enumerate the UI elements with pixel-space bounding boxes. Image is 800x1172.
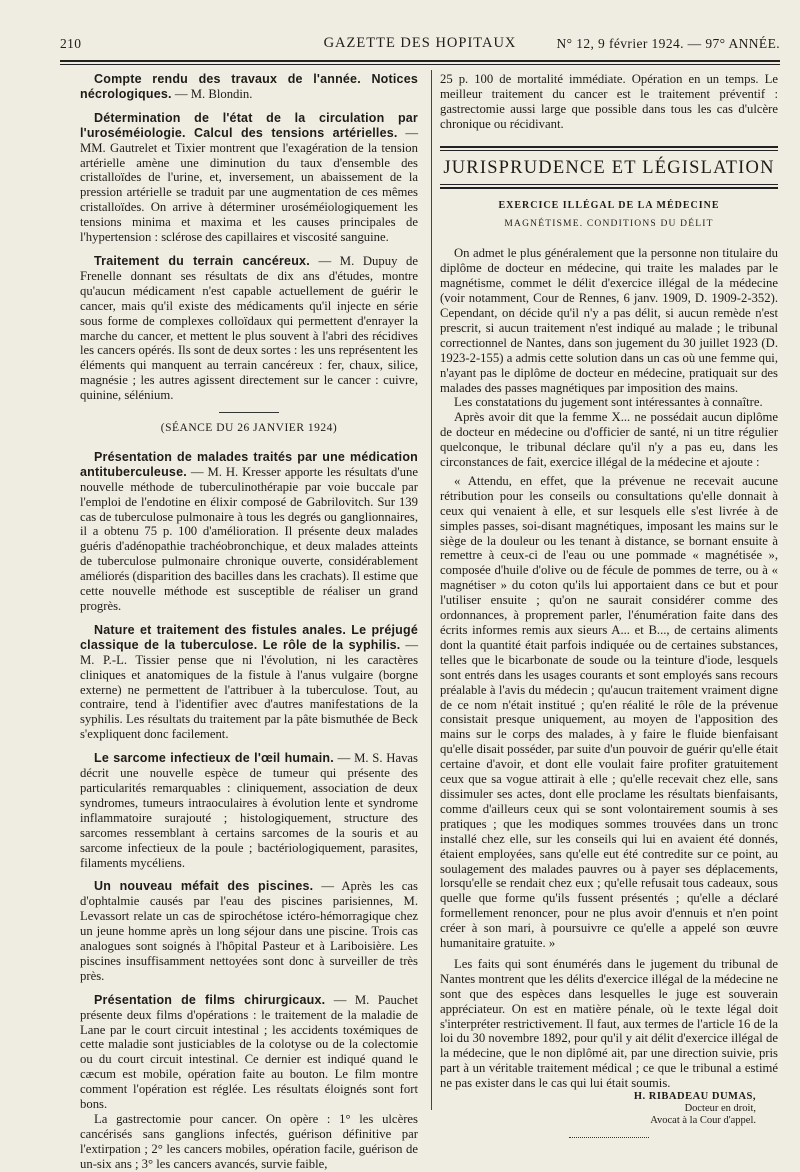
article-antituberculous: Présentation de malades traités par une médication antituberculeuse. — M. H. Kresser apporte les résultats d'une nouvelle méthode de tuberculinothérapie par voie buccale par l'emploi de l'endotine en élixir composé de Gabrilovitch. Sur 139 cas de tuberculose pulmonaire à tous les degrés ou ganglionnaires, il a obtenu 75 p. 100 d'amélioration. Il présente deux malades guéris d'adénopathie trachéobronchique, et deux malades atteints de tuberculose pulmonaire chronique ouverte, considérablement améliorés (disparition des bacilles dans les crachats). Il estime que cette nouvelle méthode est susceptible de réaliser un grand progrès.: [80, 449, 418, 613]
header-rule-thin: [60, 64, 780, 65]
paragraph-2: Les constatations du jugement sont intéressantes à connaître.: [454, 395, 763, 410]
article-gastrectomy: La gastrectomie pour cancer. On opère : 1° les ulcères cancérisés sans ganglions infectés, guérison définitive par l'extirpation ; 2° les cancers mobiles, opération facile, guérison de un-six ans ; 3° les cancers avancés, survie faible,: [80, 1112, 418, 1171]
page-number: 210: [60, 36, 82, 51]
page-header: [60, 34, 780, 56]
journal-title: GAZETTE DES HOPITAUX: [323, 35, 517, 51]
article-cancer-terrain: Traitement du terrain cancéreux. — M. Dupuy de Frenelle donnant ses résultats de dix ans d'études, montre qu'aucun médicament n'est capable actuellement de guérir le cancer, mais qu'il existe des médicaments qu'il injecte en série sous forme de complexes colloïdaux qui permettent d'enrayer la marche du cancer, et mettent le plus souvent à l'abri des récidives les cancers opérés. Ils sont de deux sortes : les uns représentent les éléments qui manquent au terrain cancéreux : fer, chaux, silice, magnésie ; les autres agissent directement sur le cancer : cuivre, quinine, sélénium.: [80, 253, 419, 403]
paragraph-5: Les faits qui sont énumérés dans le jugement du tribunal de Nantes montrent que les délits d'exercice illégal de la médecine ne sont que des espèces dans lesquelles le juge est souverain appréciateur. On est en matière pénale, où le texte légal doit s'interpréter restrictivement. Il faut, aux termes de l'article 16 de la loi du 30 novembre 1892, pour qu'il y ait délit d'exercice illégal de la médecine, que le non diplômé ait, par une direction suivie, pris part à un véritable traitement médical ; ce que le tribunal a estimé ne pas exister dans le cas qui lui était soumis.: [440, 956, 778, 1091]
judgment-quote: « Attendu, en effet, que la prévenue ne recevait aucune rétribution pour les conseils ou consultations qu'elle donnait à ceux qui venaient à elle, et sur lesquels elle s'est livrée à de simples passes, soi-disant magnétiques, imposant les mains sur le siège de la douleur ou les tenant à distance, se bornant ensuite à remettre à ceux-ci de l'eau ou une pommade « magnétisée », composée d'huile d'olive ou de fécule de pommes de terre, ou à « magnétiser » du coton qu'ils lui apportaient dans ce but et pour l'utiliser ensuite ; qu'on ne saurait considérer comme des ordonnances, à proprement parler, l'énumération faite dans des écrits informes remis aux sieurs A... et B..., de certains aliments dont la quantité était parfois indiquée ou de certaines substances, telles que le bicarbonate de soude ou la teinture d'iode, lesquels sont entrés dans les usages courants et sont employés sans recours préalable à l'avis du médecin ; qu'aucun traitement vraiment digne de ce nom n'était institué ; qu'en réalité le rôle de la prévenue consistait presque uniquement, au moyen de l'apposition des mains sur le corps des malades, à y faire le fluide bienfaisant qu'elle disait posséder, par suite d'un pouvoir de guérir qu'elle était certaine d'avoir, et dont elle voulait faire profiter gratuitement ceux que sa vogue attirait à elle ; qu'elle recevait chez elle, sans dissimuler ses actes, dont elle proclame les résultats bienfaisants, comme d'ailleurs ceux qui se sont volontairement soumis à ses pratiques ; que les modiques sommes trouvées dans un tronc installé chez elle, sur les conseils qui lui en avaient été donnés, étaient employées, sans qu'elle eut été contredite sur ce point, au soulagement des malades pauvres ou à payer ses déplacements, lorsqu'elle se rendait chez eux ; qu'elle refusait tous cadeaux, sous quelle que forme qu'ils fussent présentés ; qu'elle a déclaré formellement renoncer, pour ne plus avoir d'ennuis et n'en point créer à son mari, à poursuivre ce qu'elle a appelé son œuvre humanitaire gratuite. »: [440, 473, 778, 951]
signature-title: Docteur en droit,: [684, 1103, 756, 1115]
banner-rule-bottom-thin: [440, 184, 778, 185]
article-circulation: Détermination de l'état de la circulation par l'uroséméiologie. Calcul des tensions artérielles. — MM. Gautrelet et Tixier montrent que l'exagération de la tension artérielle amène une diminution du taux d'ensemble des cristalloïdes de l'urine, et, inversement, un abaissement de la pression artérielle se traduit par une augmentation de ces mêmes cristalloïdes. On arrive à déterminer uroséméiologiquement les tensions minima et maxima et les causes principales de l'hypertension : sclérose des capillaires et viscosité sanguine.: [80, 110, 419, 245]
banner-rule-top: [440, 146, 778, 148]
subsection-title: EXERCICE ILLÉGAL DE LA MÉDECINE: [498, 199, 720, 211]
section-title: JURISPRUDENCE ET LÉGISLATION: [443, 157, 775, 178]
paragraph-3: Après avoir dit que la femme X... ne possédait aucun diplôme de docteur en médecine ou d'officier de santé, ni un titre régulier quelconque, le tribunal déclare qu'il n'y a pas eu, dans les circonstances de fait, exercice illégal de la médecine et ajoute :: [440, 410, 778, 470]
article-pools: Un nouveau méfait des piscines. — Après les cas d'ophtalmie causés par l'eau des piscines parisiennes, M. Levassort relate un cas de spirochétose ictéro-hémorragique chez un jeune homme après un long séjour dans une piscine. Trois cas analogues sont soignés à l'hôpital Pasteur et à Lariboisière. Les piscines insuffisamment nettoyées sont donc à surveiller de très près.: [80, 879, 418, 983]
column-separator: [431, 70, 432, 1110]
seance-date: (SÉANCE DU 26 JANVIER 1924): [160, 422, 338, 435]
gastrectomy-continuation: 25 p. 100 de mortalité immédiate. Opération en un temps. Le meilleur traitement du cancer est le traitement préventif : gastrectomie aussi large que possible dans tous les cas d'ulcère chronique ou récidivant.: [440, 72, 778, 131]
signature-name: H. RIBADEAU DUMAS,: [633, 1091, 756, 1103]
jurisprudence-banner: [440, 146, 778, 189]
end-ornament: [569, 1137, 649, 1138]
banner-rule-bottom: [440, 187, 778, 189]
paragraph-1: On admet le plus généralement que la personne non titulaire du diplôme de docteur en médecine, qui traite les malades par le magnétisme, commet le délit d'exercice illégal de la médecine (voir notamment, Cour de Rennes, 6 janv. 1909, D. 1909-2-352). Cependant, on décide qu'il n'y a pas délit, si aucun remède n'est prescrit, si aucun traitement n'est indiqué au malade ; le tribunal correctionnel de Nantes, dans son jugement du 30 juillet 1923 (D. 1923-2-155) a admis cette solution dans un cas où une femme qui, n'ayant pas le diplôme de docteur en médecine, pratiquait sur des malades des passes magnétiques par imposition des mains.: [440, 246, 778, 395]
signature-role: Avocat à la Cour d'appel.: [650, 1115, 756, 1127]
banner-rule-top-thin: [440, 150, 778, 151]
article-necrology: Compte rendu des travaux de l'année. Notices nécrologiques. — M. Blondin.: [80, 72, 418, 101]
issue-date: N° 12, 9 février 1924. — 97° ANNÉE.: [556, 36, 780, 51]
signature: [440, 1091, 778, 1127]
left-column: [80, 72, 418, 1172]
article-anal-fistulas: Nature et traitement des fistules anales. Le préjugé classique de la tuberculose. Le rôle de la syphilis. — M. P.-L. Tissier pense que ni l'évolution, ni les caractères cliniques et anatomiques de la fistule à l'anus vulgaire (borgne externe) ne permettent de l'attribuer à la tuberculose. Tout, au contraire, tend à l'identifier avec d'autres manifestations de la syphilis. Les résultats du traitement par la pâte bismuthée de Beck s'expliquent donc facilement.: [80, 622, 419, 742]
article-eye-sarcoma: Le sarcome infectieux de l'œil humain. — M. S. Havas décrit une nouvelle espèce de tumeur qui présente des particularités remarquables : cliniquement, association de deux syndromes, tumeurs intraoculaires à évolution lente et syndrome inflammatoire surajouté ; histologiquement, structure des sarcomes ressemblant à certains sarcomes de la souris et au sarcome infectieux de la poule ; bactériologiquement, parasites, filaments mycéliens.: [80, 751, 418, 870]
header-rule: [60, 60, 780, 62]
subsection-subtitle: MAGNÉTISME. CONDITIONS DU DÉLIT: [504, 219, 714, 230]
article-surgical-films: Présentation de films chirurgicaux. — M. Pauchet présente deux films d'opérations : le traitement de la maladie de Lane par le court circuit intestinal ; les accidents toxémiques de cette maladie sont justiciables de la colotyse ou de la colectomie ou du court circuit intestinal. Ce dernier est indiqué quand le cæcum est mobile, opération faite au bouton. Le film montre comment l'opération est réglée. Les résultats éloignés sont fort bons.: [80, 992, 418, 1112]
right-column: [440, 72, 778, 1144]
ornament-rule: [219, 412, 279, 413]
